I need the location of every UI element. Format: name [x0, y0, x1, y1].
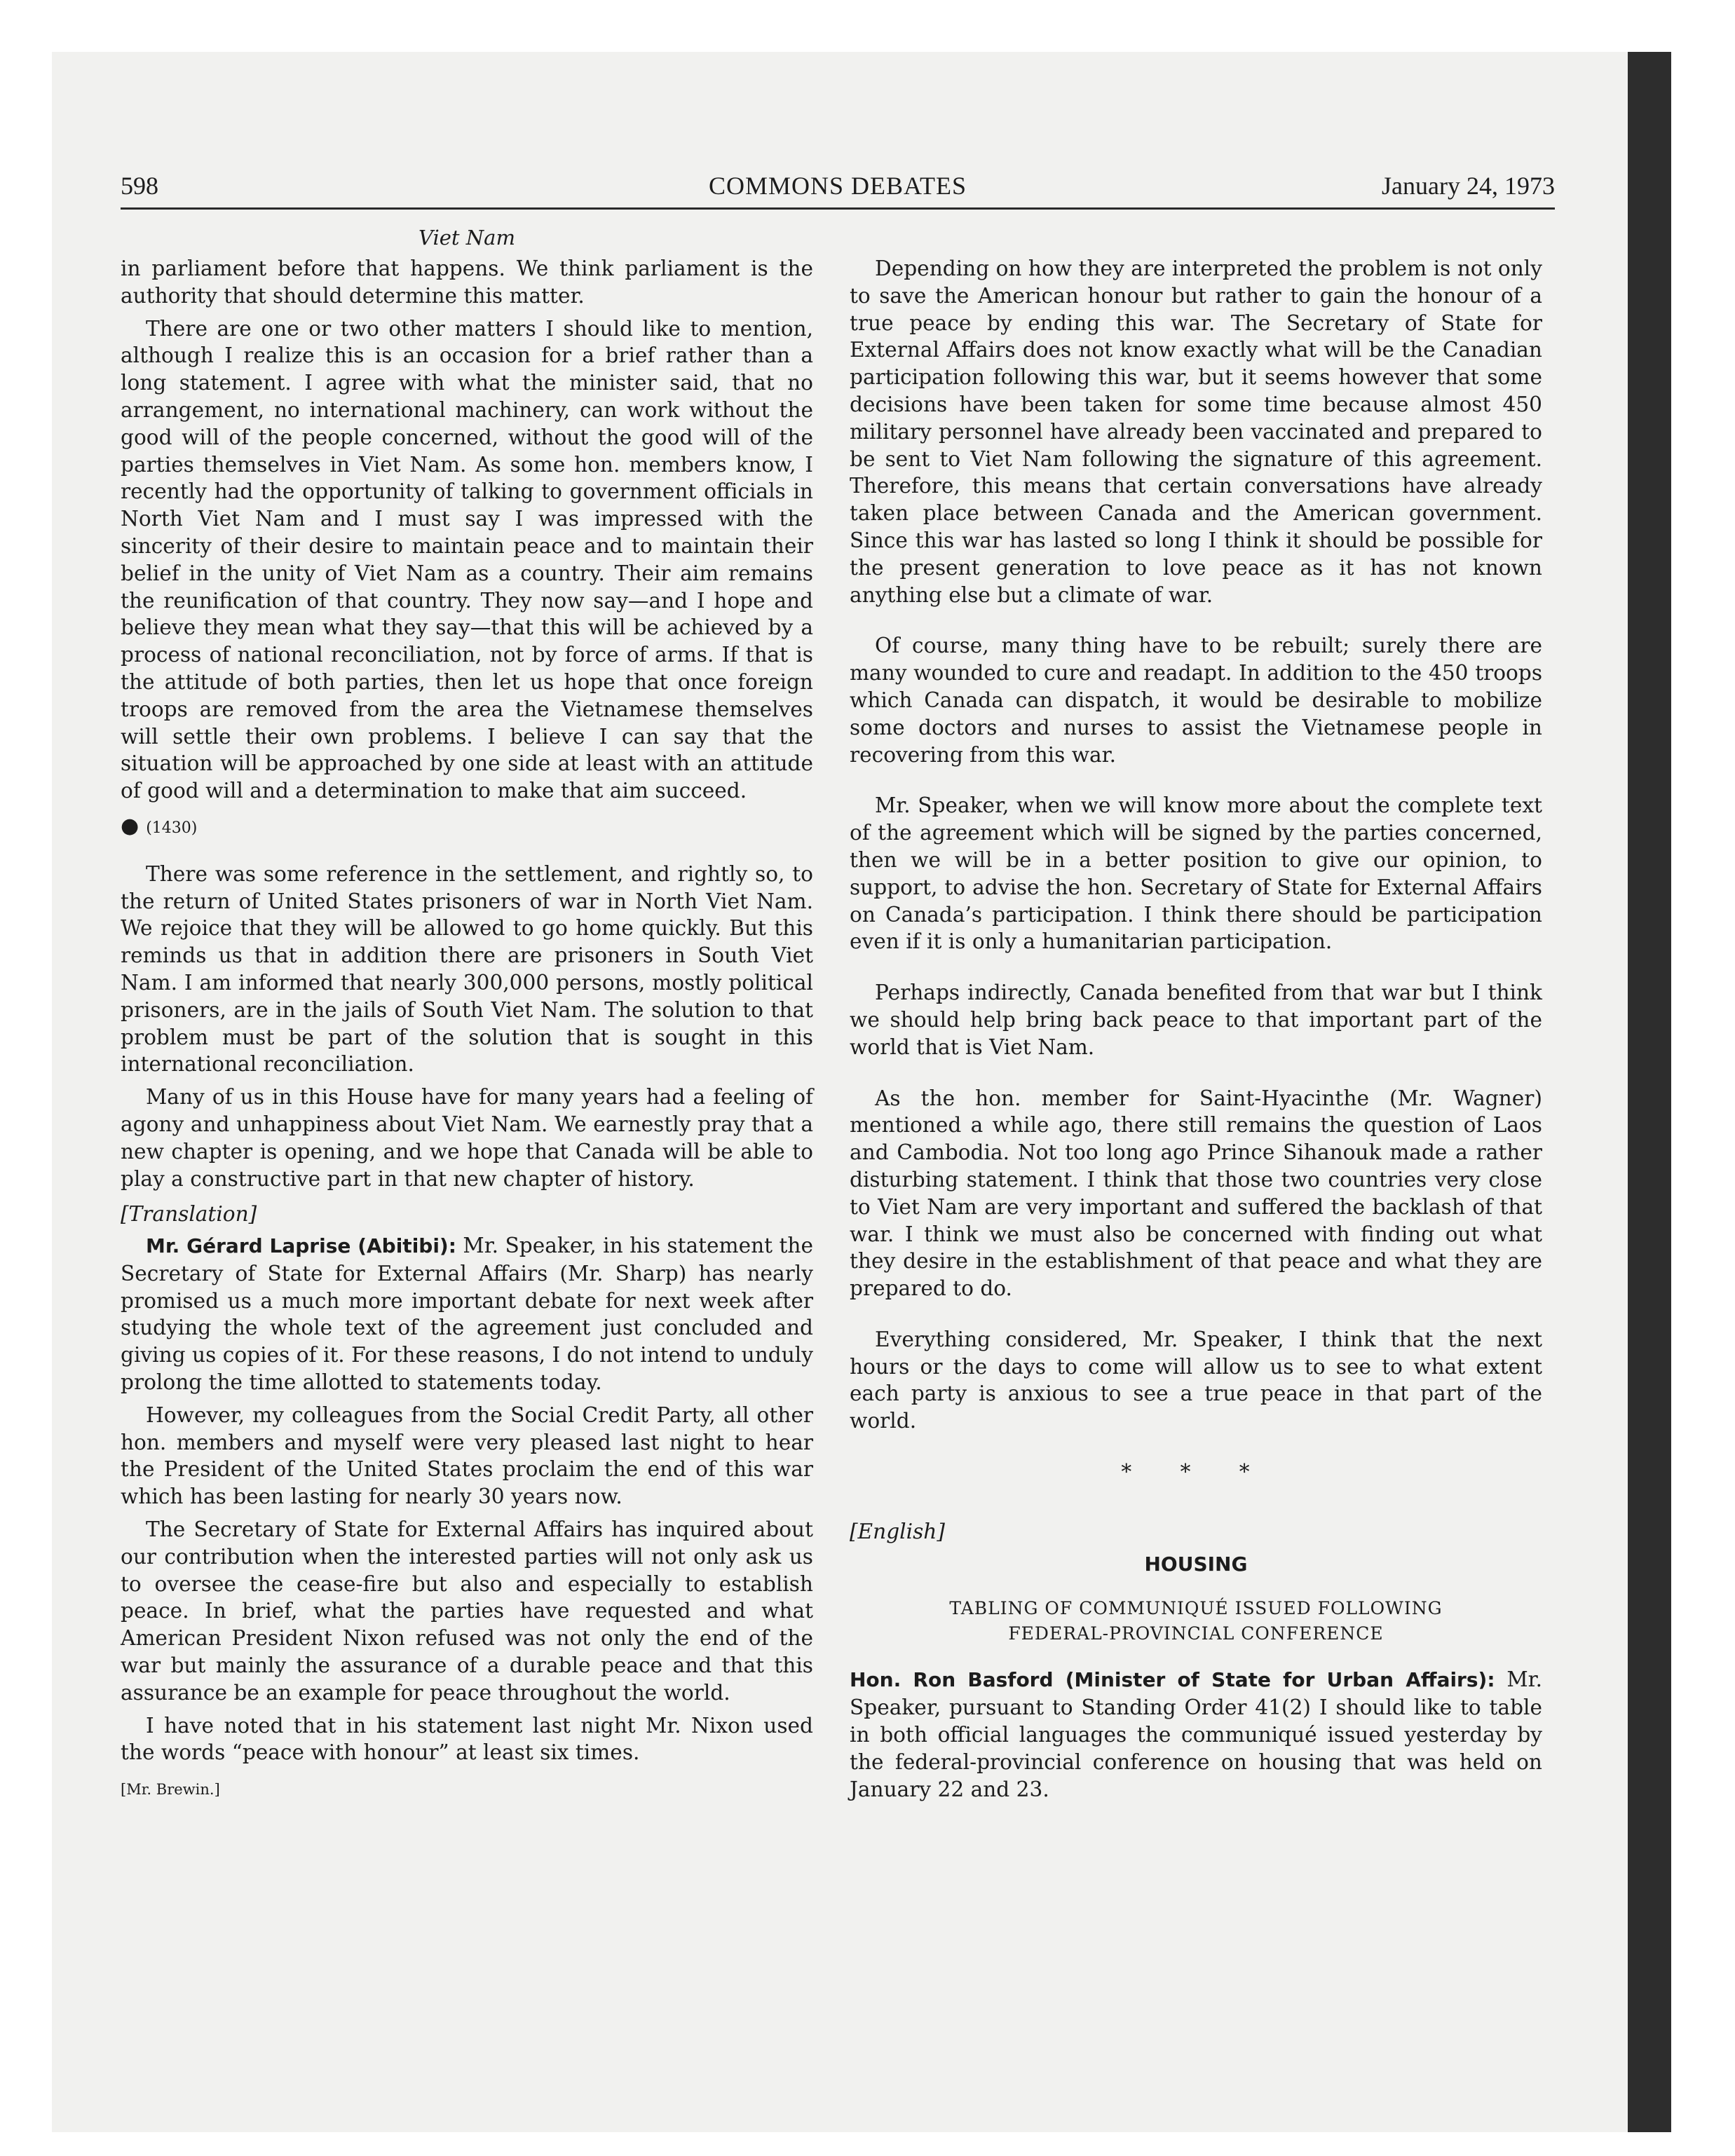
bullet-icon: ● [121, 813, 140, 838]
page-header [121, 168, 1555, 210]
left-column [121, 255, 813, 1803]
paragraph: Depending on how they are interpreted the problem is not only to save the American honour but rather to gain the honour of a true peace by ending this war. The Secretary of State for External Affairs does not know exactly what will be the Canadian participation following this war, but it seems however that some decisions have been taken for some time because almost 450 military personnel have already been vaccinated and prepared to be sent to Viet Nam following the signature of this agreement. Therefore, this means that certain conversations have already taken place between Canada and the American government. Since this war has lasted so long I think it should be possible for the present generation to love peace as it has not known anything else but a climate of war. [850, 257, 1542, 607]
translation-label: [Translation] [121, 1202, 257, 1227]
speech-paragraph [121, 1232, 813, 1396]
speaker-name: Hon. Ron Basford (Minister of State for Urban Affairs): [850, 1668, 1495, 1692]
attribution: [Mr. Brewin.] [121, 1781, 220, 1799]
paragraph: Many of us in this House have for many years had a feeling of agony and unhappiness about Viet Nam. We earnestly pray that a new chapter is opening, and we hope that Canada will be able to play a constructive part in that new chapter of history. [121, 1085, 813, 1191]
paragraph: Perhaps indirectly, Canada benefited from that war but I think we should help bring back peace to that important part of the world that is Viet Nam. [850, 981, 1542, 1059]
time-marker-text: (1430) [146, 819, 198, 837]
speech-paragraph [850, 1666, 1542, 1803]
speaker-name: Mr. Gérard Laprise (Abitibi): [146, 1234, 456, 1258]
page-date: January 24, 1973 [1382, 172, 1555, 200]
page-number: 598 [121, 172, 158, 200]
section-heading: HOUSING [1144, 1552, 1248, 1576]
scan-edge-bar [1628, 52, 1671, 2132]
subheading-line: TABLING OF COMMUNIQUÉ ISSUED FOLLOWING [949, 1598, 1443, 1619]
paragraph: in parliament before that happens. We think parliament is the authority that should determine this matter. [121, 257, 813, 308]
paragraph: There are one or two other matters I should like to mention, although I realize this is an occasion for a brief rather than a long statement. I agree with what the minister said, that no arrangement, no international machinery, can work without the good will of the people concerned, without the good will of the parties themselves in Viet Nam. As some hon. members know, I recently had the opportunity of talking to government officials in North Viet Nam and I must say I was impressed with the sincerity of their desire to maintain peace and to maintain their belief in the unity of Viet Nam as a country. Their aim remains the reunification of that country. They now say—and I hope and believe they mean what they say—that this will be achieved by a process of national reconciliation, not by force of arms. If that is the attitude of both parties, then let us hope that once foreign troops are removed from the area the Vietnamese themselves will settle their own problems. I believe I can say that the situation will be approached by one side at least with an attitude of good will and a determination to make that aim succeed. [121, 316, 813, 803]
subheading-line: FEDERAL-PROVINCIAL CONFERENCE [1008, 1623, 1384, 1644]
speech-text: Mr. Speaker, pursuant to Standing Order 41(2) I should like to table in both official languages the communiqué issued yesterday by the federal-provincial conference on housing that was held on January 22 and 23. [850, 1667, 1542, 1801]
paragraph: As the hon. member for Saint-Hyacinthe (Mr. Wagner) mentioned a while ago, there still remains the question of Laos and Cambodia. Not too long ago Prince Sihanouk made a rather disturbing statement. I think that those two countries very close to Viet Nam are very important and suffered the backlash of that war. I think we must also be concerned with finding out what they desire in the establishment of that peace and what they are prepared to do. [850, 1086, 1542, 1301]
english-label: [English] [850, 1519, 945, 1543]
paragraph: However, my colleagues from the Social Credit Party, all other hon. members and myself were very pleased last night to hear the President of the United States proclaim the end of this war which has been lasting for nearly 30 years now. [121, 1403, 813, 1509]
paragraph: I have noted that in his statement last night Mr. Nixon used the words “peace with honour” at least six times. [121, 1713, 813, 1765]
speech-text: Mr. Speaker, in his statement the Secretary of State for External Affairs (Mr. Sharp) has nearly promised us a much more important debate for next week after studying the whole text of the agreement just concluded and giving us copies of it. For these reasons, I do not intend to unduly prolong the time allotted to statements today. [121, 1234, 814, 1395]
time-marker [121, 813, 813, 842]
section-separator: * * * [1121, 1460, 1271, 1485]
paragraph: The Secretary of State for External Affairs has inquired about our contribution when the interested parties will not only ask us to oversee the cease-fire but also and especially to establish peace. In brief, what the parties have requested and what American President Nixon refused was not only the end of the war but mainly the assurance of a durable peace and that this assurance be an example for peace throughout the world. [121, 1517, 813, 1705]
paragraph: Everything considered, Mr. Speaker, I think that the next hours or the days to come will allow us to see to what extent each party is anxious to see a true peace in that part of the world. [850, 1327, 1542, 1433]
subject-heading: Viet Nam [419, 226, 515, 250]
section-subheading [850, 1596, 1542, 1646]
paragraph: There was some reference in the settlement, and rightly so, to the return of United States prisoners of war in North Viet Nam. We rejoice that they will be allowed to go home quickly. But this reminds us that in addition there are prisoners in South Viet Nam. I am informed that nearly 300,000 persons, mostly political prisoners, are in the jails of South Viet Nam. The solution to that problem must be part of the solution that is sought in this international reconciliation. [121, 861, 813, 1077]
paragraph: Mr. Speaker, when we will know more about the complete text of the agreement which will be signed by the parties concerned, then we will be in a better position to give our opinion, to support, to advise the hon. Secretary of State for External Affairs on Canada’s participation. I think there should be participation even if it is only a humanitarian participation. [850, 793, 1542, 954]
publication-title: COMMONS DEBATES [708, 172, 967, 200]
right-column [850, 255, 1542, 1827]
paragraph: Of course, many thing have to be rebuilt; surely there are many wounded to cure and readapt. In addition to the 450 troops which Canada can dispatch, it would be desirable to mobilize some doctors and nurses to assist the Vietnamese people in recovering from this war. [850, 634, 1542, 767]
